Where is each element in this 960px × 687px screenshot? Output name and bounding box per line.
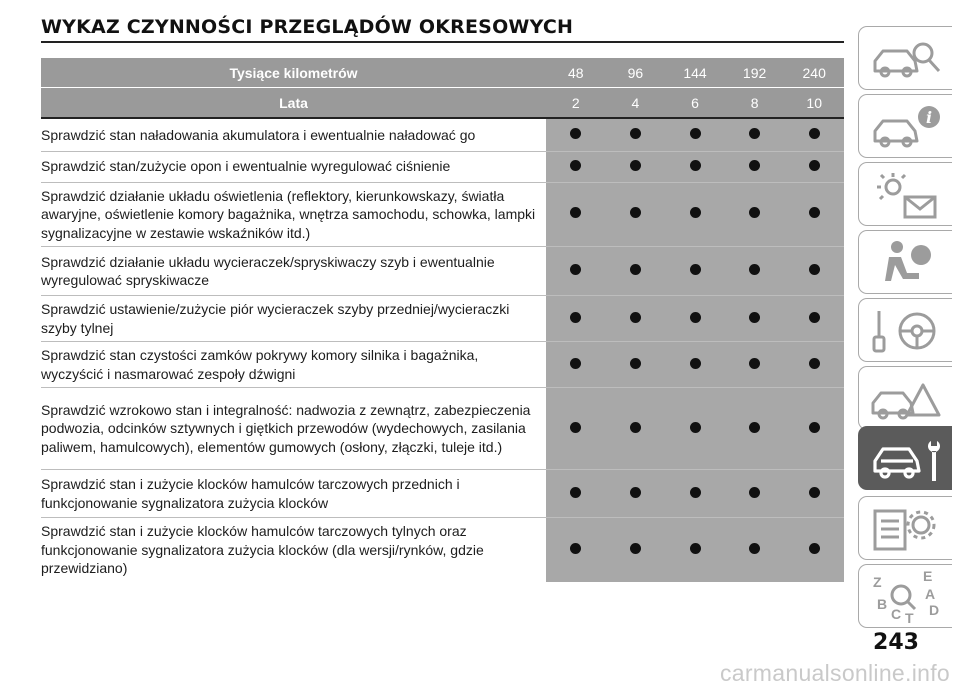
interval-cell [784,247,844,296]
schedule-row [41,296,844,342]
interval-cell [784,182,844,247]
interval-cell [784,296,844,342]
check-dot-icon [809,207,820,218]
header-years-value: 4 [606,88,666,119]
chapter-tab-dashboard-info[interactable] [858,94,952,158]
interval-cell [606,470,666,518]
check-dot-icon [690,543,701,554]
header-years-value: 10 [784,88,844,119]
interval-cell [725,342,785,388]
interval-cell [606,388,666,470]
chapter-tab-emergency[interactable] [858,366,952,430]
interval-cell [725,247,785,296]
interval-cell [665,518,725,582]
chapter-tab-knowing-the-car[interactable] [858,26,952,90]
schedule-item-text: Sprawdzić stan naładowania akumulatora i ewentualnie naładować go [41,118,546,151]
header-km-value: 192 [725,58,785,88]
check-dot-icon [690,264,701,275]
interval-cell [606,342,666,388]
chapter-tab-index[interactable] [858,564,952,628]
interval-cell [606,296,666,342]
index-letter: Z [873,574,882,590]
chapter-tab-starting-driving[interactable] [858,298,952,362]
svg-text:i: i [925,108,933,127]
schedule-row [41,342,844,388]
check-dot-icon [809,264,820,275]
schedule-item-text: Sprawdzić ustawienie/zużycie piór wycieraczek szyby przedniej/wycieraczki szyby tylnej [41,296,546,342]
check-dot-icon [630,207,641,218]
check-dot-icon [690,358,701,369]
check-dot-icon [570,487,581,498]
car-search-icon [867,31,947,87]
schedule-item-text: Sprawdzić stan i zużycie klocków hamulców tarczowych przednich i funkcjonowanie sygnalizatora zużycia klocków [41,470,546,518]
car-wrench-icon [867,431,947,487]
alphabetical-index-icon [867,569,947,625]
check-dot-icon [690,207,701,218]
interval-cell [546,518,606,582]
check-dot-icon [630,312,641,323]
airbag-seat-icon [867,235,947,291]
schedule-item-text: Sprawdzić stan/zużycie opon i ewentualnie wyregulować ciśnienie [41,151,546,182]
maintenance-schedule-table [41,58,844,582]
check-dot-icon [690,128,701,139]
check-dot-icon [809,358,820,369]
check-dot-icon [809,422,820,433]
interval-cell [784,470,844,518]
schedule-row [41,470,844,518]
interval-cell [725,182,785,247]
interval-cell [665,342,725,388]
schedule-row [41,388,844,470]
header-km-value: 48 [546,58,606,88]
check-dot-icon [570,422,581,433]
title-underline [41,41,844,43]
check-dot-icon [570,543,581,554]
check-dot-icon [630,487,641,498]
check-dot-icon [630,160,641,171]
check-dot-icon [749,264,760,275]
interval-cell [665,247,725,296]
check-dot-icon [690,422,701,433]
interval-cell [784,151,844,182]
interval-cell [784,388,844,470]
check-dot-icon [690,160,701,171]
header-km-value: 240 [784,58,844,88]
header-years-value: 8 [725,88,785,119]
schedule-row [41,151,844,182]
schedule-row [41,518,844,582]
interval-cell [665,151,725,182]
check-dot-icon [570,264,581,275]
index-letter: C [891,606,902,622]
key-steering-wheel-icon [867,303,947,359]
interval-cell [784,118,844,151]
check-dot-icon [690,312,701,323]
interval-cell [665,470,725,518]
interval-cell [725,518,785,582]
check-dot-icon [809,543,820,554]
chapter-tab-safety[interactable] [858,230,952,294]
interval-cell [546,151,606,182]
schedule-item-text: Sprawdzić działanie układu oświetlenia (reflektory, kierunkowskazy, światła awaryjne, oświetlenie komory bagażnika, wnętrza samochodu, schowka, lampki sygnalizacyjne w zestawie wskaźników itd.) [41,182,546,247]
check-dot-icon [570,160,581,171]
header-km-value: 96 [606,58,666,88]
schedule-row [41,247,844,296]
check-dot-icon [630,543,641,554]
chapter-tab-warning-lights[interactable] [858,162,952,226]
header-row-kilometers [41,58,844,88]
warning-lights-icon [867,167,947,223]
interval-cell [665,388,725,470]
index-letter: E [923,569,933,584]
interval-cell [665,118,725,151]
header-row-years [41,88,844,119]
interval-cell [725,470,785,518]
interval-cell [784,342,844,388]
interval-cell [606,182,666,247]
interval-cell [546,342,606,388]
check-dot-icon [749,422,760,433]
schedule-row [41,182,844,247]
schedule-item-text: Sprawdzić działanie układu wycieraczek/spryskiwaczy szyb i ewentualnie wyregulować spryskiwacze [41,247,546,296]
check-dot-icon [809,312,820,323]
interval-cell [546,296,606,342]
interval-cell [606,118,666,151]
check-dot-icon [630,358,641,369]
index-letter: A [925,586,936,602]
page-number: 243 [873,630,919,655]
interval-cell [725,296,785,342]
interval-cell [606,518,666,582]
check-dot-icon [570,358,581,369]
header-km-label: Tysiące kilometrów [41,58,546,88]
check-dot-icon [570,207,581,218]
check-dot-icon [749,358,760,369]
check-dot-icon [749,312,760,323]
check-dot-icon [630,422,641,433]
interval-cell [725,388,785,470]
car-emergency-icon [867,371,947,427]
interval-cell [546,388,606,470]
check-dot-icon [749,207,760,218]
car-info-icon [867,99,947,155]
header-years-value: 2 [546,88,606,119]
interval-cell [546,182,606,247]
check-dot-icon [630,128,641,139]
index-letter: T [905,610,914,625]
watermark: carmanualsonline.info [719,660,950,686]
check-dot-icon [749,543,760,554]
interval-cell [725,118,785,151]
check-dot-icon [749,487,760,498]
index-letter: D [929,602,940,618]
chapter-tab-technical-data[interactable] [858,496,952,560]
check-dot-icon [570,128,581,139]
specifications-gear-icon [867,501,947,557]
schedule-item-text: Sprawdzić stan i zużycie klocków hamulców tarczowych tylnych oraz funkcjonowanie sygnalizatora zużycia klocków (dla wersji/rynków, gdzie przewidziano) [41,523,484,576]
interval-cell [606,247,666,296]
interval-cell [665,182,725,247]
check-dot-icon [630,264,641,275]
interval-cell [784,518,844,582]
interval-cell [546,470,606,518]
interval-cell [546,118,606,151]
header-years-label: Lata [41,88,546,119]
check-dot-icon [809,160,820,171]
check-dot-icon [690,487,701,498]
interval-cell [665,296,725,342]
check-dot-icon [570,312,581,323]
schedule-item-text: Sprawdzić stan czystości zamków pokrywy komory silnika i bagażnika, wyczyścić i nasmarować zespoły dźwigni [41,342,546,388]
interval-cell [725,151,785,182]
interval-cell [546,247,606,296]
schedule-row [41,118,844,151]
header-years-value: 6 [665,88,725,119]
check-dot-icon [749,128,760,139]
header-km-value: 144 [665,58,725,88]
chapter-tab-maintenance[interactable] [858,426,952,490]
index-letter: B [877,596,888,612]
interval-cell [606,151,666,182]
schedule-item-text: Sprawdzić wzrokowo stan i integralność: nadwozia z zewnątrz, zabezpieczenia podwozia, odcinków sztywnych i giętkich przewodów (wydechowych, zasilania paliwem, hamulcowych), elementów gumowych (osłony, złączki, tuleje itd.) [41,388,546,470]
check-dot-icon [749,160,760,171]
check-dot-icon [809,128,820,139]
check-dot-icon [809,487,820,498]
page-title: WYKAZ CZYNNOŚCI PRZEGLĄDÓW OKRESOWYCH [41,16,574,38]
